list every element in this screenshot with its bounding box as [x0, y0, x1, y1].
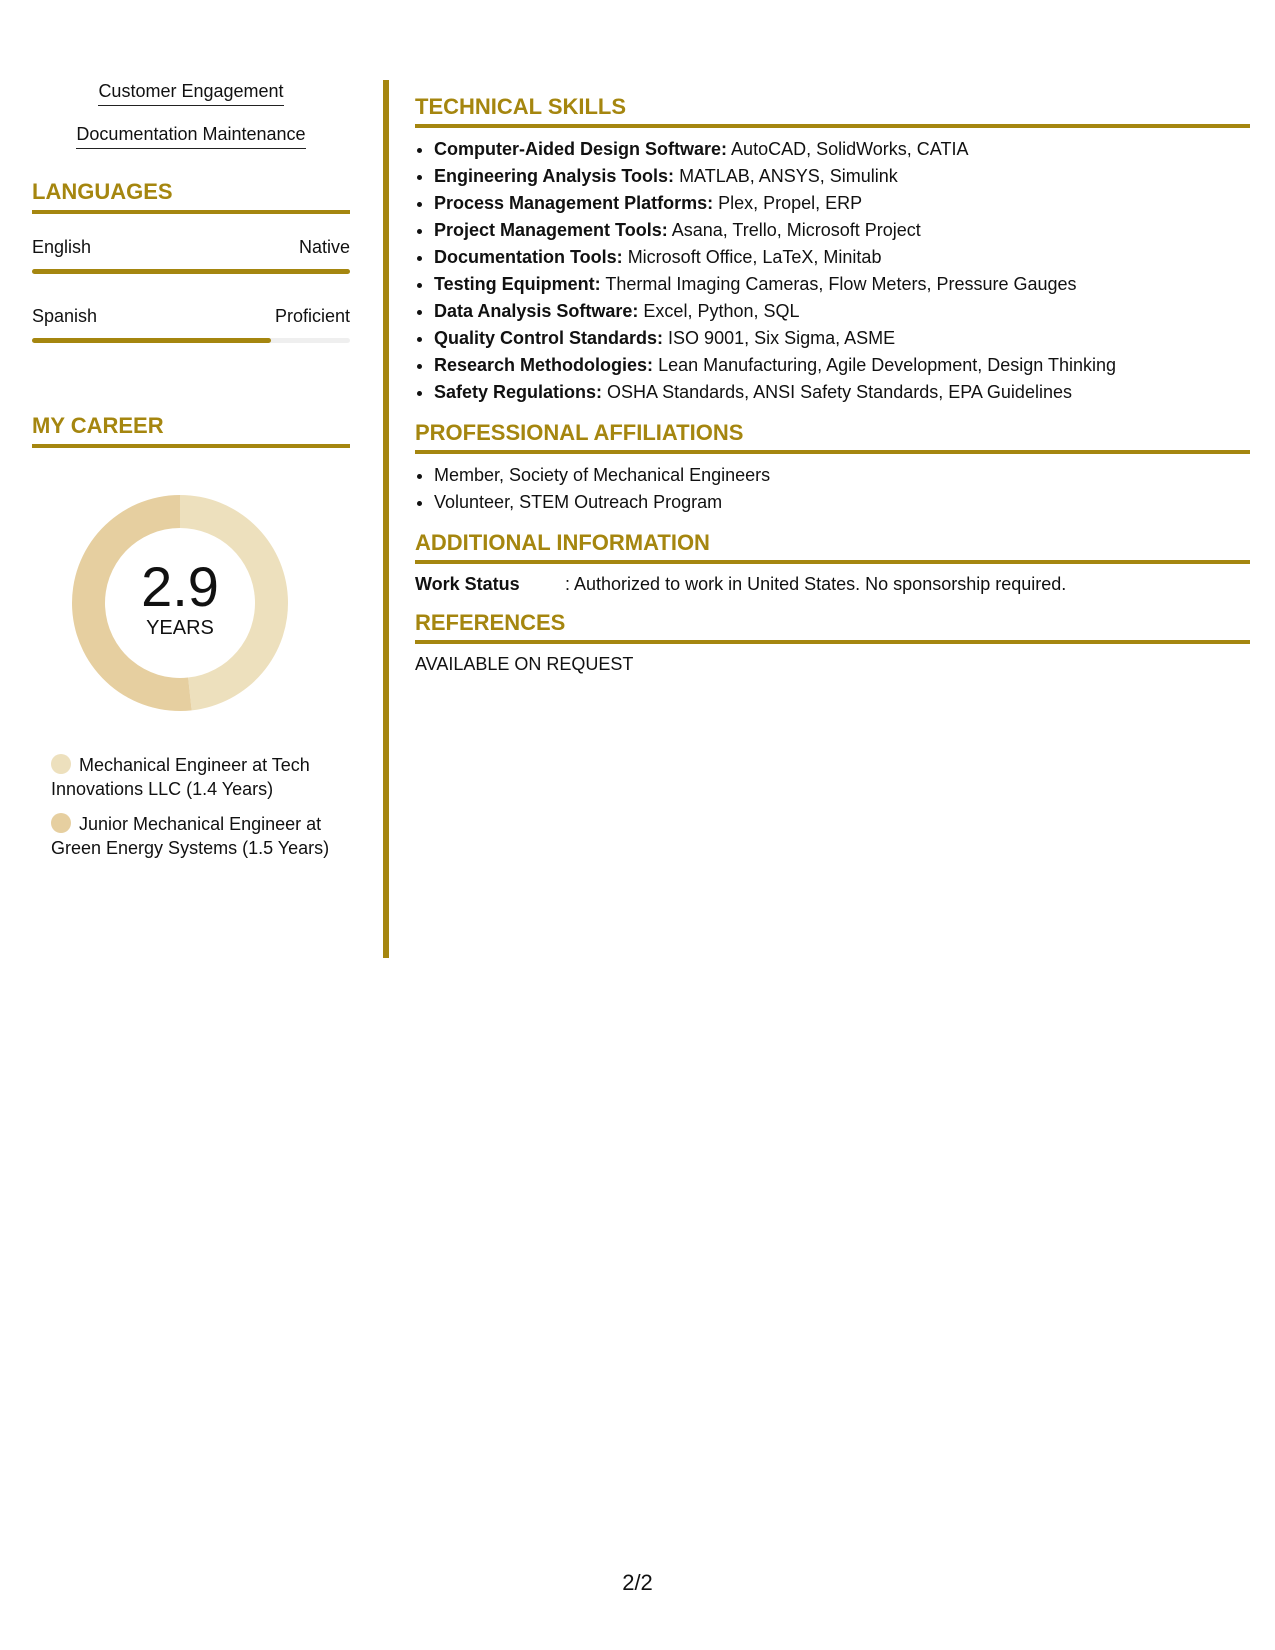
skill-category: Engineering Analysis Tools:	[434, 166, 675, 186]
language-name: Spanish	[32, 306, 98, 326]
work-status-value: : Authorized to work in United States. No sponsorship required.	[565, 574, 1067, 594]
additional-info-heading: ADDITIONAL INFORMATION	[415, 530, 1250, 564]
column-divider	[383, 80, 389, 958]
technical-skills-list	[415, 136, 1250, 406]
skill-values: AutoCAD, SolidWorks, CATIA	[731, 139, 969, 159]
language-proficiency-bar	[32, 338, 350, 343]
skill-item	[434, 271, 1250, 298]
career-legend-item	[51, 812, 331, 860]
affiliations-list	[415, 462, 1250, 516]
career-years-unit: YEARS	[146, 617, 214, 639]
skill-values: Thermal Imaging Cameras, Flow Meters, Pressure Gauges	[605, 274, 1077, 294]
language-level: Native	[298, 237, 350, 257]
skill-item	[434, 298, 1250, 325]
technical-skills-heading: TECHNICAL SKILLS	[415, 94, 1250, 128]
skill-item	[434, 163, 1250, 190]
skill-values: Lean Manufacturing, Agile Development, Design Thinking	[658, 355, 1117, 375]
career-total-years: 2.9	[141, 555, 219, 618]
skill-tags	[32, 80, 350, 149]
skill-item	[434, 190, 1250, 217]
legend-dot	[51, 813, 71, 833]
affiliation-item: • Volunteer, STEM Outreach Program	[434, 489, 1250, 516]
skill-category: Computer-Aided Design Software:	[434, 139, 728, 159]
skill-category: Documentation Tools:	[434, 247, 623, 267]
skill-category: Data Analysis Software:	[434, 301, 639, 321]
skill-values: Plex, Propel, ERP	[718, 193, 863, 213]
language-proficiency-bar	[32, 269, 350, 274]
references-text: AVAILABLE ON REQUEST	[415, 654, 634, 674]
skill-tag: Customer Engagement	[98, 80, 283, 106]
skill-category: Quality Control Standards:	[434, 328, 664, 348]
career-heading: MY CAREER	[32, 413, 350, 448]
skill-category: Research Methodologies:	[434, 355, 654, 375]
career-legend-label: Mechanical Engineer at Tech Innovations LLC (1.4 Years)	[51, 755, 310, 799]
career-donut-chart	[65, 488, 295, 718]
skill-values: Excel, Python, SQL	[643, 301, 800, 321]
skill-values: OSHA Standards, ANSI Safety Standards, EPA Guidelines	[607, 382, 1072, 402]
affiliation-item: • Member, Society of Mechanical Engineers	[434, 462, 1250, 489]
skill-category: Project Management Tools:	[434, 220, 668, 240]
language-name: English	[32, 237, 92, 257]
skill-values: MATLAB, ANSYS, Simulink	[679, 166, 898, 186]
skill-category: Testing Equipment:	[434, 274, 601, 294]
skill-item	[434, 379, 1250, 406]
work-status-row	[415, 572, 1250, 596]
skill-values: Microsoft Office, LaTeX, Minitab	[627, 247, 882, 267]
language-proficiency-fill	[32, 269, 350, 274]
legend-dot	[51, 754, 71, 774]
skill-item	[434, 325, 1250, 352]
affiliations-heading: PROFESSIONAL AFFILIATIONS	[415, 420, 1250, 454]
career-legend-label: Junior Mechanical Engineer at Green Energy Systems (1.5 Years)	[51, 814, 330, 858]
skill-category: Process Management Platforms:	[434, 193, 714, 213]
language-item	[32, 305, 350, 343]
skill-item	[434, 352, 1250, 379]
language-level: Proficient	[274, 306, 350, 326]
language-item	[32, 236, 350, 274]
skill-values: ISO 9001, Six Sigma, ASME	[668, 328, 896, 348]
skill-item	[434, 136, 1250, 163]
main-column	[415, 94, 1250, 676]
references-heading: REFERENCES	[415, 610, 1250, 644]
language-proficiency-fill	[32, 338, 271, 343]
skill-item	[434, 217, 1250, 244]
career-legend	[32, 753, 350, 860]
skill-item	[434, 244, 1250, 271]
skill-tag: Documentation Maintenance	[76, 123, 305, 149]
career-legend-item	[51, 753, 331, 801]
work-status-label: Work Status	[415, 574, 520, 594]
sidebar	[32, 80, 350, 871]
skill-category: Safety Regulations:	[434, 382, 603, 402]
page-number: 2/2	[622, 1570, 653, 1595]
languages-heading: LANGUAGES	[32, 179, 350, 214]
skill-values: Asana, Trello, Microsoft Project	[671, 220, 921, 240]
